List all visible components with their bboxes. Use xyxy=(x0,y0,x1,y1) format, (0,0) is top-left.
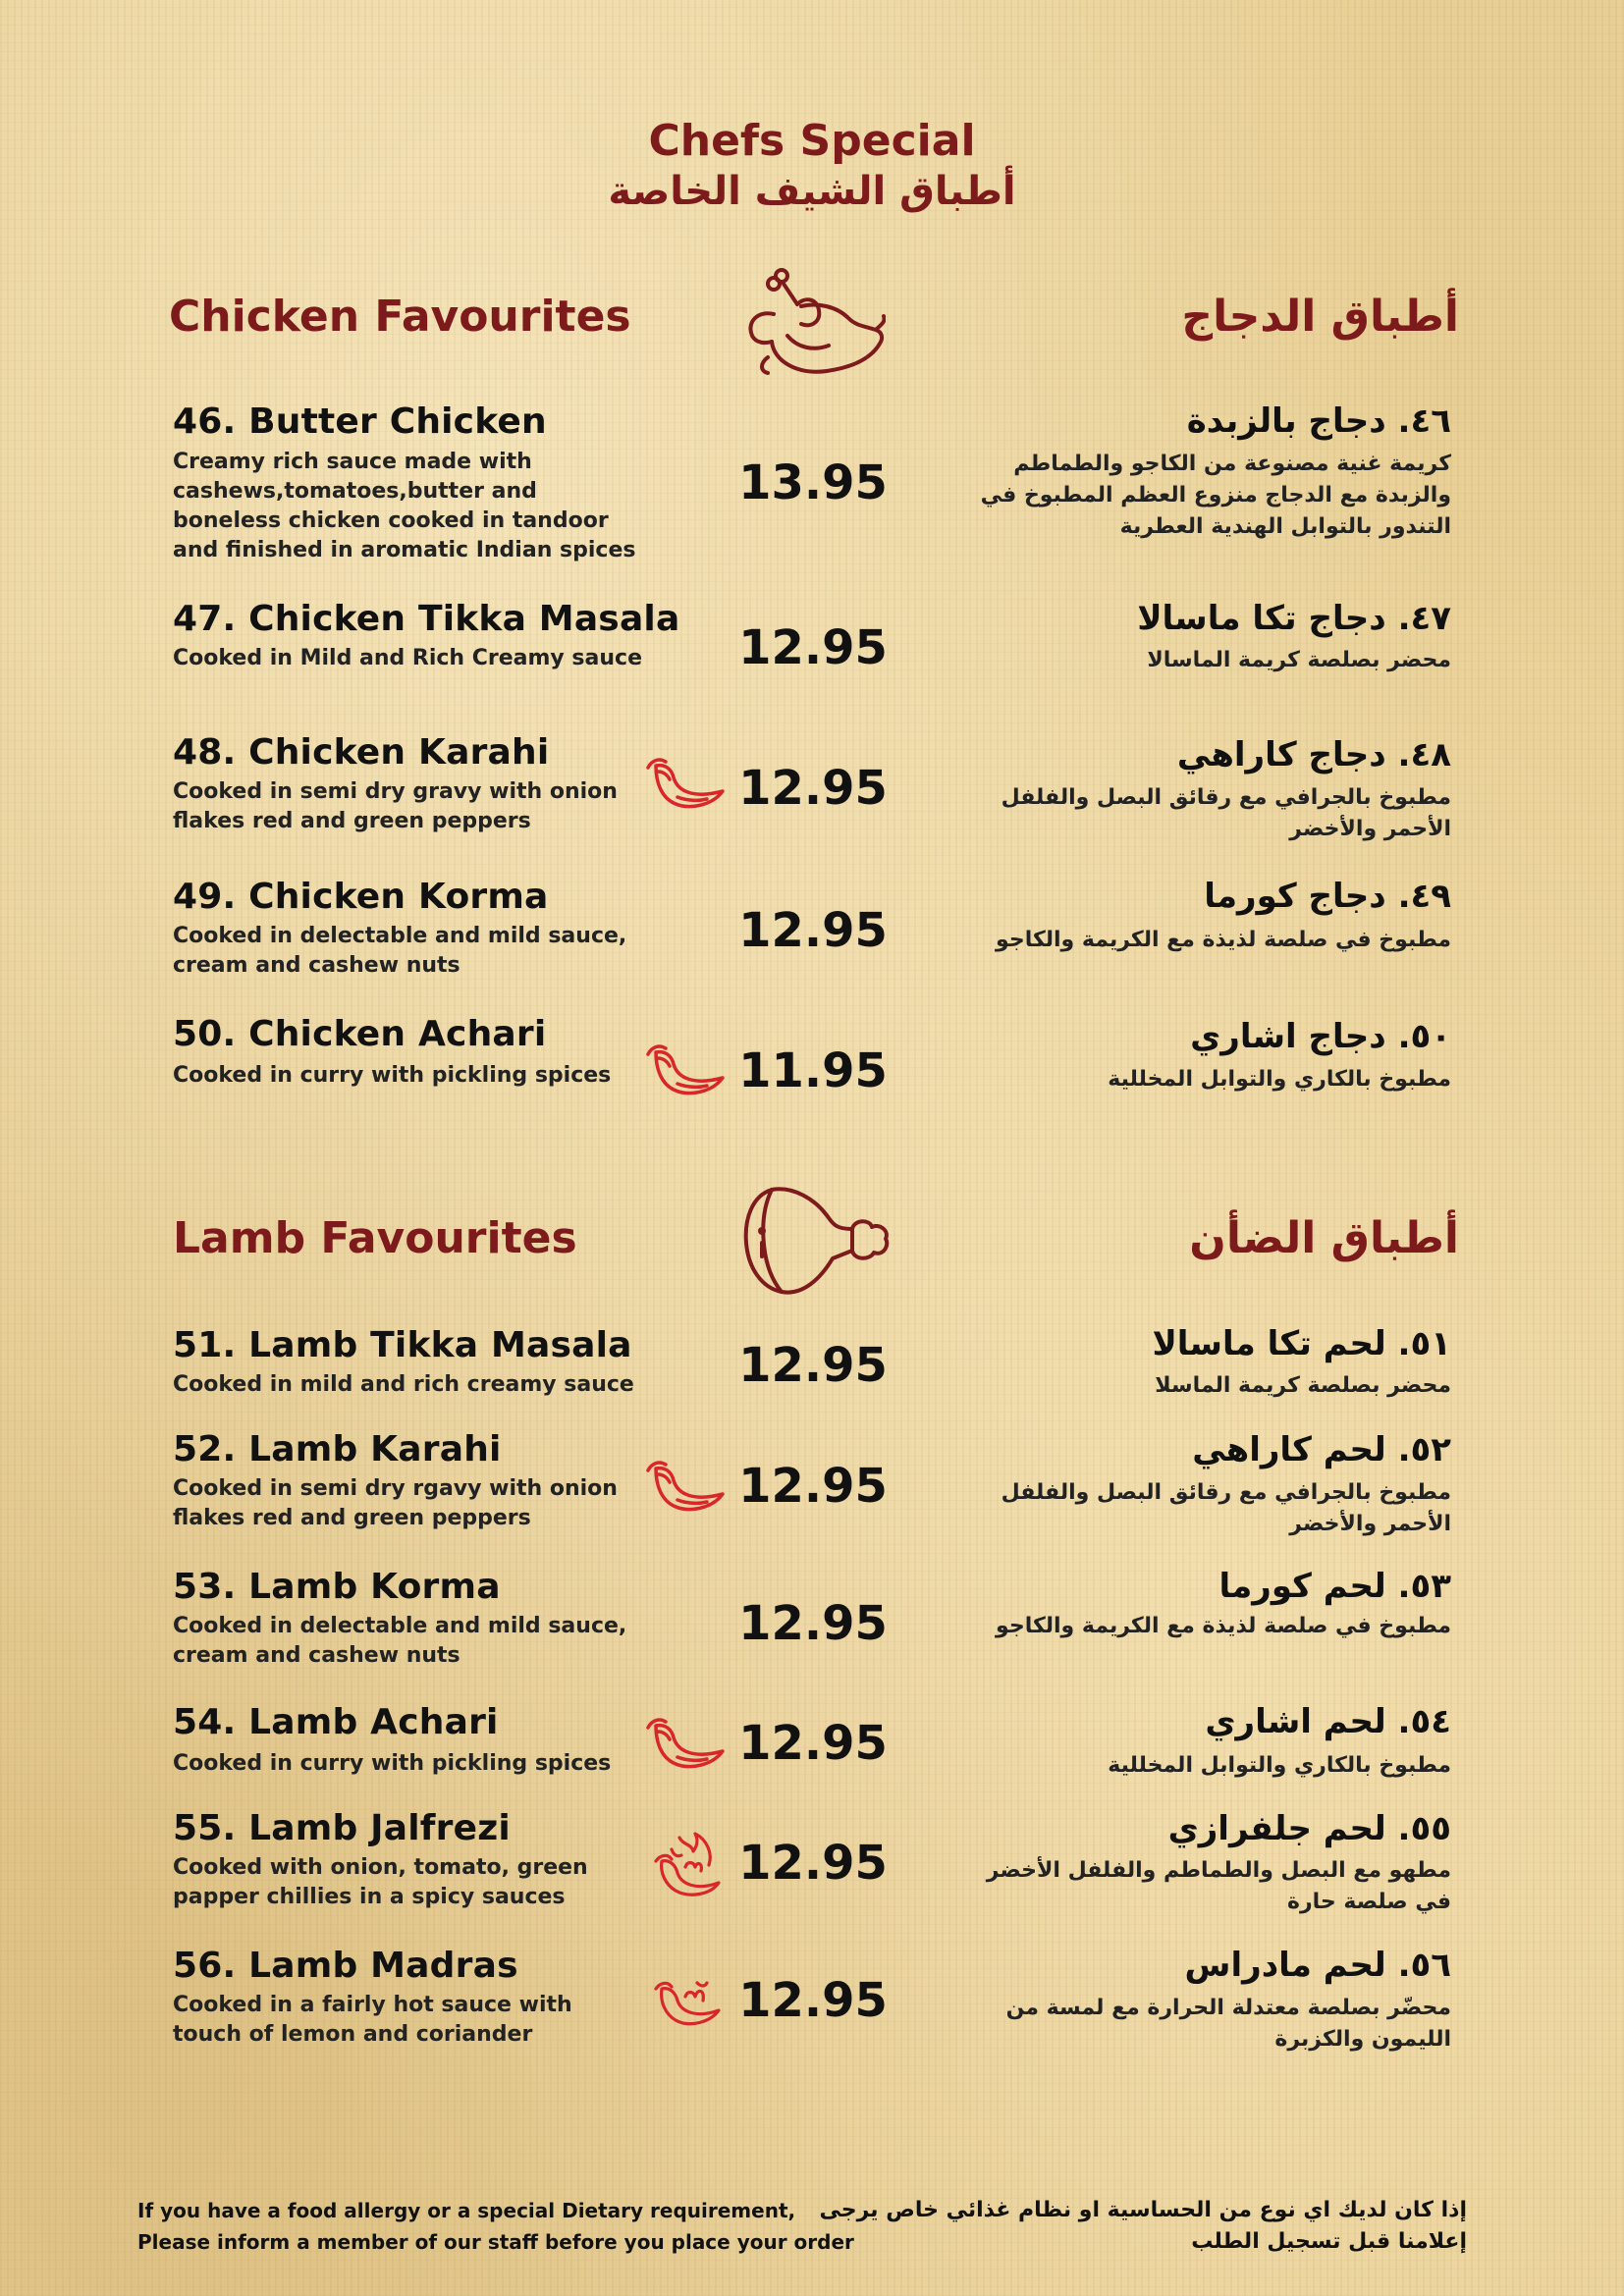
item-description: Cooked with onion, tomato, green papper chillies in a spicy sauces xyxy=(173,1855,588,1909)
item-name-arabic: ٤٧. دجاج تكا ماسالا xyxy=(1137,599,1451,638)
item-name: 56. Lamb Madras xyxy=(173,1946,518,1986)
item-price: 12.95 xyxy=(738,1836,888,1891)
item-description-arabic: كريمة غنية مصنوعة من الكاجو والطماطم والزبدة مع الدجاج منزوع العظم المطبوخ في التندور بالتوابل الهندية العطرية xyxy=(980,452,1451,539)
item-description-arabic: محضّر بصلصة معتدلة الحرارة مع لمسة من الليمون والكزبرة xyxy=(1005,1996,1451,2052)
item-price: 12.95 xyxy=(738,1716,888,1771)
item-name-arabic: ٥٢. لحم كاراهي xyxy=(1192,1430,1451,1469)
item-description: Cooked in delectable and mild sauce, cream and cashew nuts xyxy=(173,1614,627,1668)
page-title: Chefs Special xyxy=(648,116,976,166)
item-description: Cooked in semi dry rgavy with onion flakes red and green peppers xyxy=(173,1476,618,1530)
item-description-arabic: مطهو مع البصل والطماطم والفلفل الأخضر في صلصة حارة xyxy=(986,1858,1451,1914)
item-price: 12.95 xyxy=(738,1596,888,1651)
item-name-arabic: ٤٨. دجاج كاراهي xyxy=(1176,735,1451,774)
section-title-lamb-arabic: أطباق الضأن xyxy=(1189,1213,1459,1263)
item-name: 50. Chicken Achari xyxy=(173,1014,547,1054)
item-name: 52. Lamb Karahi xyxy=(173,1429,502,1469)
item-description: Cooked in delectable and mild sauce, cream and cashew nuts xyxy=(173,924,627,978)
item-description-arabic: مطبوخ بالجرافي مع رقائق البصل والفلفل الأحمر والأخضر xyxy=(1001,785,1451,841)
item-description-arabic: مطبوخ في صلصة لذيذة مع الكريمة والكاجو xyxy=(996,928,1451,952)
chili-icon xyxy=(644,1457,729,1516)
item-name-arabic: ٥٦. لحم مادراس xyxy=(1184,1946,1451,1985)
item-price: 12.95 xyxy=(738,620,888,675)
allergy-notice-line: Please inform a member of our staff before you place your order xyxy=(137,2230,854,2254)
item-price: 13.95 xyxy=(738,455,888,510)
item-name-arabic: ٥٥. لحم جلفرازي xyxy=(1167,1809,1451,1848)
item-name-arabic: ٥٣. لحم كورما xyxy=(1218,1567,1451,1606)
section-title-lamb: Lamb Favourites xyxy=(173,1213,577,1263)
allergy-notice-line-arabic: إذا كان لديك اي نوع من الحساسية او نظام غذائي خاص يرجى xyxy=(819,2198,1467,2222)
allergy-notice xyxy=(137,2195,854,2258)
chicken-icon xyxy=(738,267,886,380)
chili-icon xyxy=(644,1714,729,1773)
item-description-arabic: مطبوخ بالكاري والتوابل المخللية xyxy=(1108,1753,1451,1778)
item-description: Cooked in mild and rich creamy sauce xyxy=(173,1372,634,1397)
item-price: 11.95 xyxy=(738,1043,888,1098)
allergy-notice-arabic xyxy=(820,2195,1468,2258)
lamb-leg-icon xyxy=(742,1186,892,1296)
item-name: 54. Lamb Achari xyxy=(173,1702,499,1742)
item-description: Cooked in curry with pickling spices xyxy=(173,1063,612,1088)
item-description-arabic: محضر بصلصة كريمة الماسلا xyxy=(1155,1373,1451,1398)
item-name-arabic: ٥١. لحم تكا ماسالا xyxy=(1152,1324,1451,1363)
item-description-arabic: مطبوخ بالكاري والتوابل المخللية xyxy=(1108,1067,1451,1092)
section-title-chicken-arabic: أطباق الدجاج xyxy=(1181,292,1459,342)
item-name-arabic: ٥٤. لحم اشاري xyxy=(1205,1702,1451,1741)
item-name: 47. Chicken Tikka Masala xyxy=(173,599,680,639)
item-description-arabic: مطبوخ في صلصة لذيذة مع الكريمة والكاجو xyxy=(996,1614,1451,1638)
item-name-arabic: ٤٩. دجاج كورما xyxy=(1204,877,1451,916)
item-price: 12.95 xyxy=(738,1459,888,1514)
item-description: Cooked in Mild and Rich Creamy sauce xyxy=(173,646,642,670)
item-price: 12.95 xyxy=(738,761,888,816)
item-description: Cooked in semi dry gravy with onion flakes red and green peppers xyxy=(173,779,618,833)
item-name: 49. Chicken Korma xyxy=(173,877,549,917)
flaming-chili-icon xyxy=(650,1973,725,2032)
item-price: 12.95 xyxy=(738,1973,888,2028)
item-name: 55. Lamb Jalfrezi xyxy=(173,1808,511,1848)
chili-icon xyxy=(644,754,729,813)
item-name: 51. Lamb Tikka Masala xyxy=(173,1325,632,1365)
item-name: 53. Lamb Korma xyxy=(173,1567,501,1607)
page-title-arabic: أطباق الشيف الخاصة xyxy=(608,169,1016,214)
item-description: Cooked in curry with pickling spices xyxy=(173,1751,612,1776)
item-description: Cooked in a fairly hot sauce with touch of lemon and coriander xyxy=(173,1993,572,2047)
allergy-notice-line-arabic: إعلامنا قبل تسجيل الطلب xyxy=(1191,2229,1467,2254)
item-name: 48. Chicken Karahi xyxy=(173,732,550,773)
item-name-arabic: ٥٠. دجاج اشاري xyxy=(1190,1017,1451,1056)
section-title-chicken: Chicken Favourites xyxy=(169,292,631,342)
item-price: 12.95 xyxy=(738,903,888,958)
allergy-notice-line: If you have a food allergy or a special Dietary requirement, xyxy=(137,2199,796,2222)
item-name-arabic: ٤٦. دجاج بالزبدة xyxy=(1186,401,1451,441)
item-price: 12.95 xyxy=(738,1338,888,1393)
item-description: Creamy rich sauce made with cashews,tomatoes,butter and boneless chicken cooked in tandoor and finished in aromatic Indian spices xyxy=(173,450,636,562)
item-description-arabic: محضر بصلصة كريمة الماسالا xyxy=(1147,648,1451,672)
item-name: 46. Butter Chicken xyxy=(173,401,547,442)
flaming-chili-icon xyxy=(650,1832,725,1900)
item-description-arabic: مطبوخ بالجرافي مع رقائق البصل والفلفل الأحمر والأخضر xyxy=(1001,1480,1451,1536)
chili-icon xyxy=(644,1041,729,1099)
